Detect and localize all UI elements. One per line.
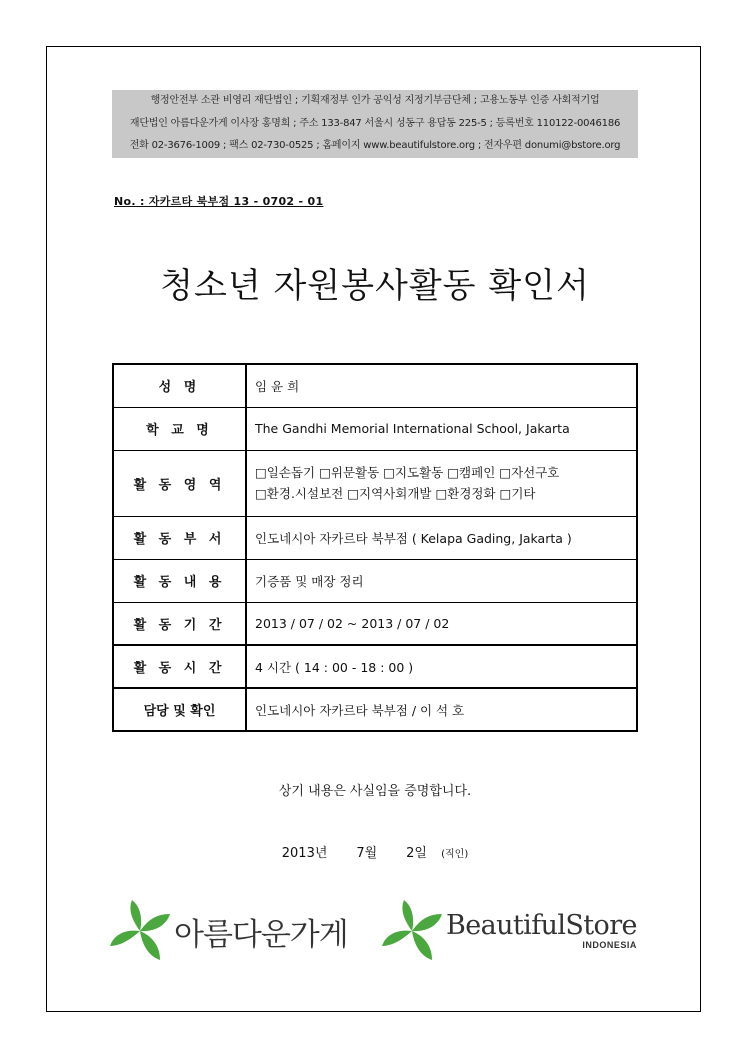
school-label: 학 교 명 [113, 407, 246, 450]
confirm-value: 인도네시아 자카르타 북부점 / 이 석 호 [246, 688, 637, 731]
logo-english-subtext: INDONESIA [582, 940, 637, 950]
logo-english-text: BeautifulStore [446, 910, 637, 941]
name-label: 성 명 [113, 364, 246, 407]
area-label: 활 동 영 역 [113, 450, 246, 516]
date-day: 2일 [406, 846, 427, 861]
period-label: 활 동 기 간 [113, 602, 246, 645]
table-row [113, 516, 637, 559]
table-row [113, 645, 637, 688]
table-row [113, 602, 637, 645]
name-value: 임 윤 희 [246, 364, 637, 407]
area-options-line-2: □환경.시설보전 □지역사회개발 □환경정화 □기타 [255, 486, 536, 501]
dept-value: 인도네시아 자카르타 북부점 ( Kelapa Gading, Jakarta ) [246, 516, 637, 559]
content-label: 활 동 내 용 [113, 559, 246, 602]
certification-statement: 상기 내용은 사실임을 증명합니다. [278, 784, 472, 799]
area-options-line-1: □일손돕기 □위문활동 □지도활동 □캠페인 □자선구호 [255, 465, 560, 480]
document-number: No. : 자카르타 북부점 13 - 0702 - 01 [114, 195, 324, 208]
table-row [113, 364, 637, 407]
logo-english-textblock [444, 912, 637, 950]
header-line-3: 전화 02-3676-1009 ; 팩스 02-730-0525 ; 홈페이지 www.beautifulstore.org ; 전자우편 donumi@bstore.org [129, 140, 621, 152]
leaf-x-icon [380, 898, 444, 964]
time-value: 4 시간 ( 14 : 00 - 18 : 00 ) [246, 645, 637, 688]
issue-date [112, 842, 638, 861]
dept-label: 활 동 부 서 [113, 516, 246, 559]
foundation-header [112, 90, 638, 158]
table-row [113, 407, 637, 450]
table-row [113, 450, 637, 516]
logo-korean-text: 아름다운가게 [174, 916, 348, 953]
logo-korean [108, 898, 348, 964]
date-month: 7월 [356, 846, 378, 861]
table-row [113, 688, 637, 731]
period-value: 2013 / 07 / 02 ~ 2013 / 07 / 02 [246, 602, 637, 645]
volunteer-info-table [112, 363, 638, 732]
area-value [246, 450, 637, 516]
leaf-x-icon [108, 898, 172, 964]
table-row [113, 559, 637, 602]
seal-mark: (직인) [441, 849, 469, 860]
date-year: 2013년 [281, 846, 328, 861]
header-line-1: 행정안전부 소관 비영리 재단법인 ; 기획재정부 인가 공익성 지정기부금단체 ; 고용노동부 인증 사회적기업 [150, 95, 600, 106]
page-title: 청소년 자원봉사활동 확인서 [160, 266, 590, 306]
time-label: 활 동 시 간 [113, 645, 246, 688]
content-value: 기증품 및 매장 정리 [246, 559, 637, 602]
header-line-2: 재단법인 아름다운가게 이사장 홍명희 ; 주소 133-847 서울시 성동구 용답동 225-5 ; 등록번호 110122-0046186 [129, 117, 621, 129]
logo-english [380, 898, 637, 964]
school-value: The Gandhi Memorial International School, Jakarta [246, 407, 637, 450]
confirm-label: 담당 및 확인 [113, 688, 246, 731]
